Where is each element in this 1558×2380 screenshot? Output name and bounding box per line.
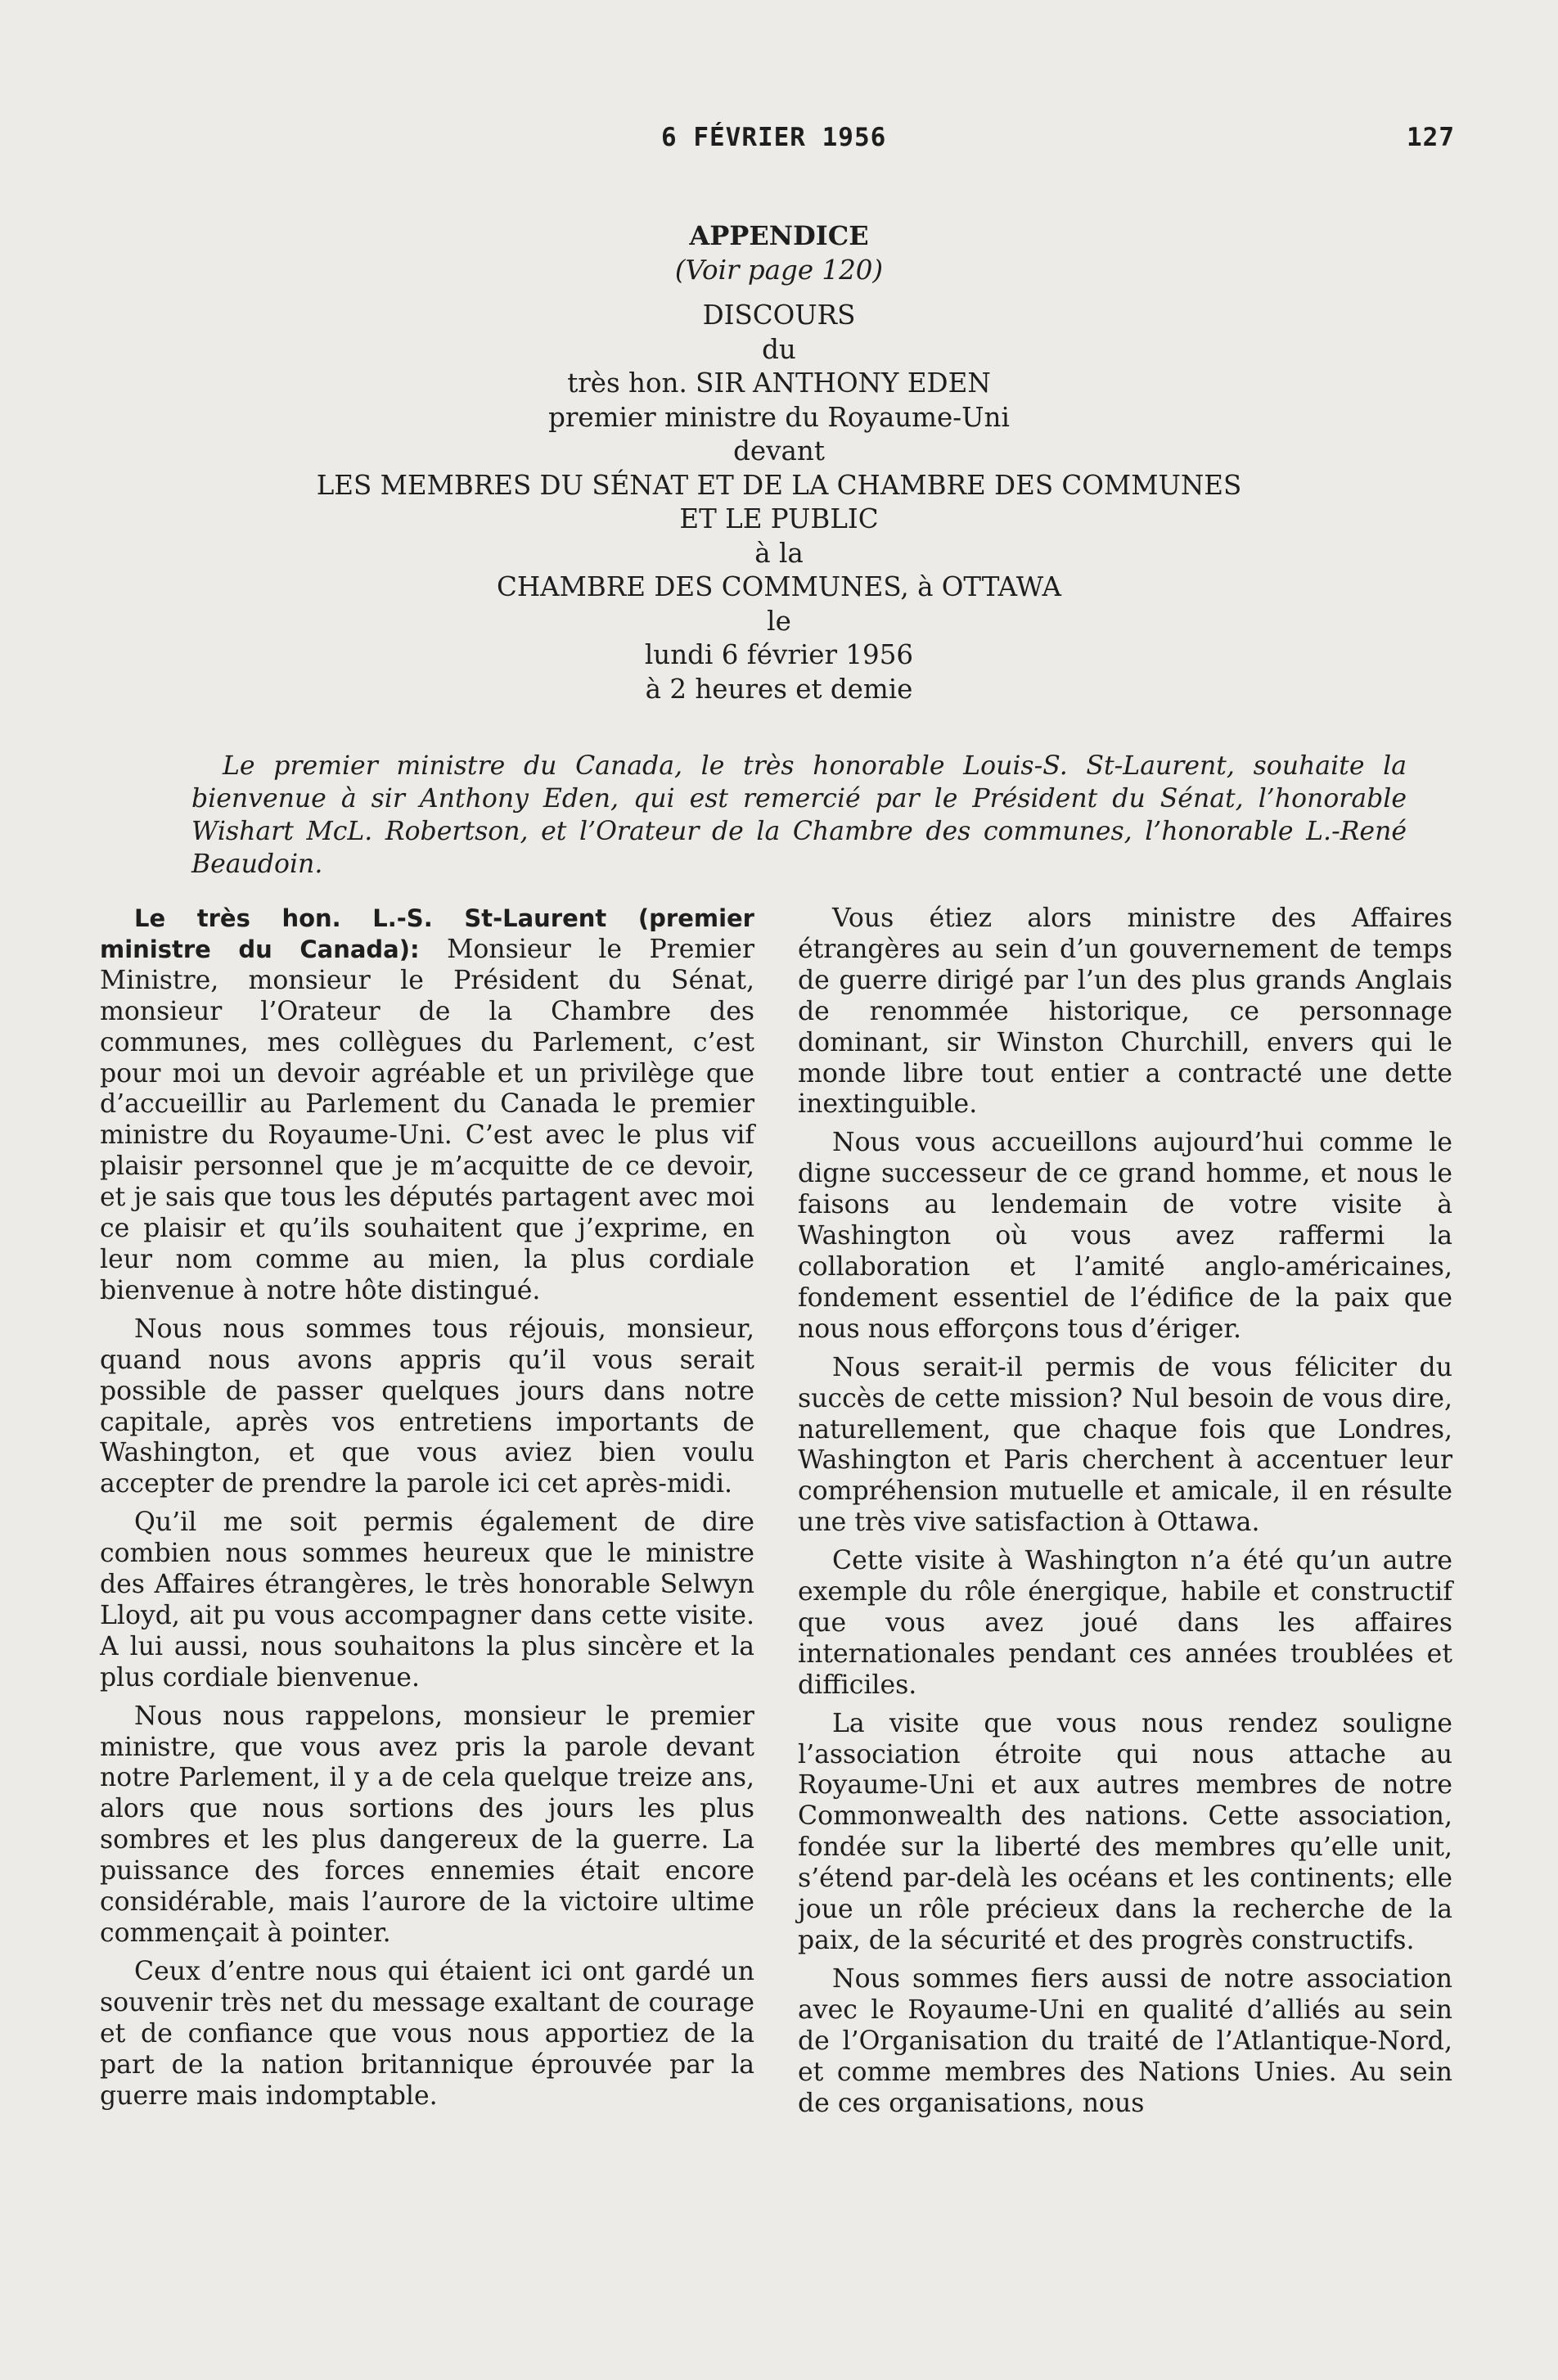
appendix-heading: APPENDICE: [689, 220, 869, 251]
speaker-label: Le très hon. L.-S. St-Laurent (premier ministre du Canada):: [100, 904, 754, 963]
a-la-line: à la: [754, 537, 804, 569]
paragraph: Nous vous accueillons aujourd’hui comme le digne successeur de ce grand homme, et nous le faisons au lendemain de votre visite à Washington où vous avez raffermi la collaboration et l’amité anglo-américaines, fondement essentiel de l’édifice de la paix que nous nous efforçons tous d’ériger.: [798, 1128, 1452, 1344]
paragraph: Nous nous sommes tous réjouis, monsieur, quand nous avons appris qu’il vous serait possible de passer quelques jours dans notre capitale, après vos entretiens importants de Washington, et que vous aviez bien voulu accepter de prendre la parole ici cet après-midi.: [100, 1314, 754, 1499]
paragraph: La visite que vous nous rendez souligne l’association étroite qui nous attache au Royaume-Uni et aux autres membres de notre Commonwealth des nations. Cette association, fondée sur la liberté des membres qu’elle unit, s’étend par-delà les océans et les continents; elle joue un rôle précieux dans la recherche de la paix, de la sécurité et des progrès constructifs.: [798, 1708, 1452, 1955]
du-line: du: [762, 333, 796, 365]
paragraph: Nous sommes fiers aussi de notre association avec le Royaume-Uni en qualité d’alliés au sein de l’Organisation du traité de l’Atlantique-Nord, et comme membres des Nations Unies. Au sein de ces organisations, nous: [798, 1963, 1452, 2118]
left-column: [100, 904, 754, 2119]
paragraph: Vous étiez alors ministre des Affaires étrangères au sein d’un gouvernement de temps de guerre dirigé par l’un des plus grands Anglais de renommée historique, ce personnage dominant, sir Winston Churchill, envers qui le monde libre tout entier a contracté une dette inextinguible.: [798, 904, 1452, 1120]
time-line: à 2 heures et demie: [645, 673, 913, 705]
right-column: [798, 904, 1452, 2126]
paragraph-text: Monsieur le Premier Ministre, monsieur le Président du Sénat, monsieur l’Orateur de la Chambre des communes, mes collègues du Parlement, c’est pour moi un devoir agréable et un privilège que d’accueillir au Parlement du Canada le premier ministre du Royaume-Uni. C’est avec le plus vif plaisir personnel que je m’acquitte de ce devoir, et je sais que tous les députés partagent avec moi ce plaisir et qu’ils souhaitent que j’exprime, en leur nom comme au mien, la plus cordiale bienvenue à notre hôte distingué.: [100, 934, 755, 1305]
audience-line-1: LES MEMBRES DU SÉNAT ET DE LA CHAMBRE DES COMMUNES: [316, 469, 1242, 501]
speaker-name: très hon. SIR ANTHONY EDEN: [567, 367, 991, 399]
intro-paragraph: Le premier ministre du Canada, le très honorable Louis-S. St-Laurent, souhaite la bienvenue à sir Anthony Eden, qui est remercié par le Président du Sénat, l’honorable Wishart McL. Robertson, et l’Orateur de la Chambre des communes, l’honorable L.-René Beaudoin.: [191, 751, 1407, 879]
audience-line-2: ET LE PUBLIC: [679, 503, 879, 534]
le-line: le: [767, 605, 791, 637]
page-number: 127: [1407, 123, 1455, 152]
title-block: [123, 219, 1435, 706]
discourse-heading: DISCOURS: [702, 300, 856, 331]
speaker-role: premier ministre du Royaume-Uni: [548, 401, 1010, 433]
paragraph: [100, 904, 754, 1307]
paragraph: Cette visite à Washington n’a été qu’un autre exemple du rôle énergique, habile et constructif que vous avez joué dans les affaires internationales pendant ces années troublées et difficiles.: [798, 1546, 1452, 1700]
paragraph: Ceux d’entre nous qui étaient ici ont gardé un souvenir très net du message exaltant de courage et de confiance que vous nous apportiez de la part de la nation britannique éprouvée par la guerre mais indomptable.: [100, 1956, 754, 2111]
place-line: CHAMBRE DES COMMUNES, à OTTAWA: [496, 571, 1062, 602]
paragraph: Nous nous rappelons, monsieur le premier ministre, que vous avez pris la parole devant notre Parlement, il y a de cela quelque treize ans, alors que nous sortions des jours les plus sombres et les plus dangereux de la guerre. La puissance des forces ennemies était encore considérable, mais l’aurore de la victoire ultime commençait à pointer.: [100, 1701, 754, 1948]
date-line: lundi 6 février 1956: [644, 639, 914, 670]
paragraph: Qu’il me soit permis également de dire combien nous sommes heureux que le ministre des Affaires étrangères, le très honorable Selwyn Lloyd, ait pu vous accompagner dans cette visite. A lui aussi, nous souhaitons la plus sincère et la plus cordiale bienvenue.: [100, 1508, 754, 1693]
header-date: 6 FÉVRIER 1956: [661, 123, 887, 152]
page-reference: (Voir page 120): [674, 254, 884, 286]
devant-line: devant: [733, 435, 825, 467]
paragraph: Nous serait-il permis de vous féliciter du succès de cette mission? Nul besoin de vous dire, naturellement, que chaque fois que Londres, Washington et Paris cherchent à accentuer leur compréhension mutuelle et amicale, il en résulte une très vive satisfaction à Ottawa.: [798, 1352, 1452, 1538]
